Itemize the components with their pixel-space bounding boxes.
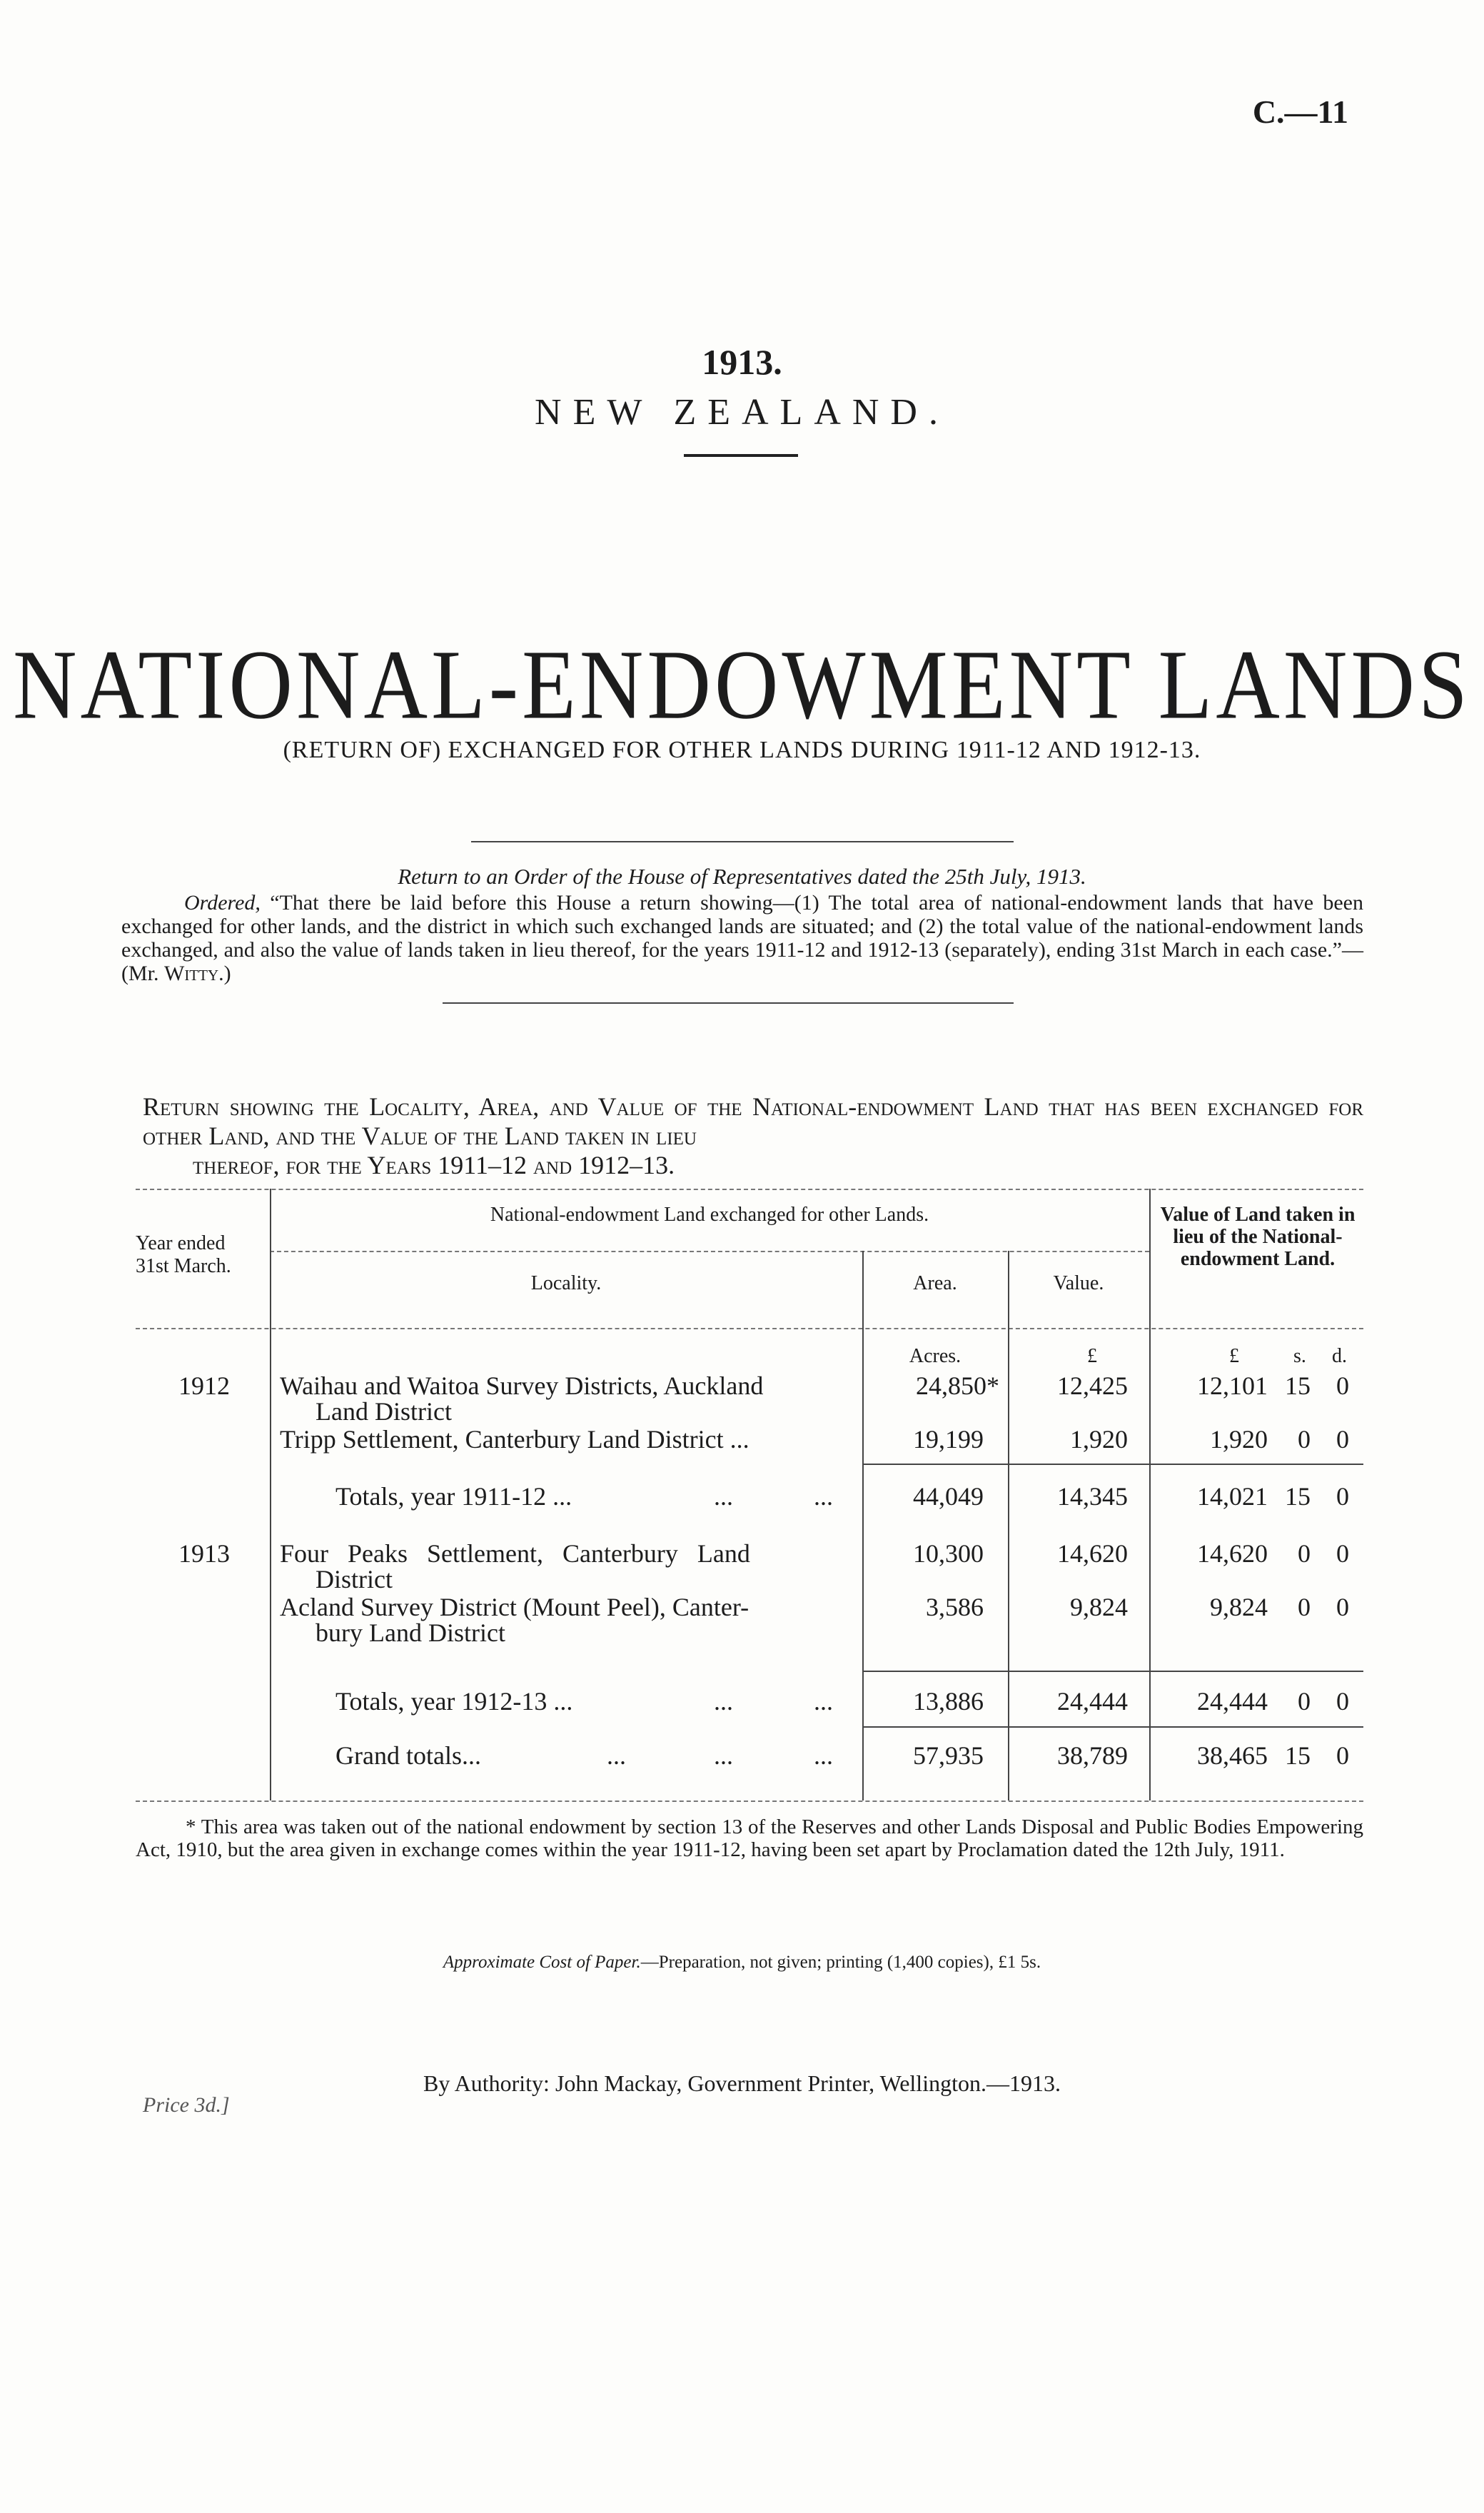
row-lieu-pounds: 38,465 [1197, 1741, 1268, 1770]
return-heading-line2: thereof, for the Years 1911–12 and 1912–13. [193, 1151, 675, 1179]
col-value-header: Value. [1053, 1272, 1104, 1294]
row-year: 1913 [178, 1539, 230, 1568]
row-lieu-pounds: 12,101 [1197, 1371, 1268, 1400]
row-value: 12,425 [1057, 1371, 1128, 1400]
row-area: 57,935 [913, 1741, 984, 1770]
col-lieu-header: Value of Land taken in lieu of the National-endowment Land. [1160, 1204, 1356, 1270]
unit-acres: Acres. [909, 1345, 961, 1367]
leader-dots: ... [814, 1687, 833, 1716]
subtotal-rule [862, 1671, 1363, 1672]
row-value: 38,789 [1057, 1741, 1128, 1770]
ordered-label: Ordered, [184, 891, 261, 915]
leader-dots: ... [714, 1687, 733, 1716]
row-lieu-pence: 0 [1336, 1539, 1349, 1568]
unit-lieu-pounds: £ [1229, 1345, 1239, 1367]
document-reference: C.—11 [1252, 94, 1348, 130]
grand-total-rule [862, 1726, 1363, 1728]
col-area-header: Area. [913, 1272, 957, 1294]
leader-dots: ... [814, 1741, 833, 1770]
publication-year: 1913. [702, 342, 782, 382]
unit-lieu-shillings: s. [1293, 1345, 1306, 1367]
row-lieu-shillings: 0 [1298, 1687, 1311, 1716]
ordered-member: Witty.) [164, 962, 231, 985]
row-locality: Acland Survey District (Mount Peel), Canter- [280, 1593, 749, 1621]
row-area: 10,300 [913, 1539, 984, 1568]
row-lieu-pence: 0 [1336, 1425, 1349, 1454]
row-value: 14,620 [1057, 1539, 1128, 1568]
row-locality: Waihau and Waitoa Survey Districts, Auckland [280, 1371, 764, 1400]
approximate-cost [0, 1953, 1484, 1973]
row-value: 1,920 [1070, 1425, 1128, 1454]
row-year: 1912 [178, 1371, 230, 1400]
row-lieu-pence: 0 [1336, 1593, 1349, 1621]
totals-label: Totals, year 1911-12 ... [335, 1482, 572, 1511]
row-value: 24,444 [1057, 1687, 1128, 1716]
row-locality: Four Peaks Settlement, Canterbury Land [280, 1539, 750, 1568]
row-value: 9,824 [1070, 1593, 1128, 1621]
row-lieu-shillings: 15 [1285, 1482, 1311, 1511]
price: Price 3d.] [143, 2093, 230, 2117]
grand-totals-label: Grand totals... [335, 1741, 481, 1770]
leader-dots: ... [714, 1482, 733, 1511]
row-locality-cont: bury Land District [316, 1618, 505, 1647]
ordered-text: “That there be laid before this House a return showing—(1) The total area of national-endowment lands that have been exchanged for other lands, and the district in which such exchanged lands are situated; and (2) the total value of the national-endowment lands exchanged, and also the value of lands taken in lieu thereof, for the years 1911-12 and 1912-13 (separately), ending 31st March in each case.”—(Mr. [121, 891, 1363, 985]
row-lieu-pounds: 14,021 [1197, 1482, 1268, 1511]
order-line: Return to an Order of the House of Representatives dated the 25th July, 1913. [398, 864, 1086, 889]
table-rule-top [136, 1189, 1363, 1190]
footnote: * This area was taken out of the national endowment by section 13 of the Reserves and other Lands Disposal and Public Bodies Empowering Act, 1910, but the area given in exchange comes within the year 1911-12, having been set apart by Proclamation dated the 12th July, 1911. [136, 1815, 1363, 1861]
row-lieu-shillings: 0 [1298, 1593, 1311, 1621]
leader-dots: ... [814, 1482, 833, 1511]
row-lieu-pence: 0 [1336, 1687, 1349, 1716]
leader-dots: ... [607, 1741, 626, 1770]
page-subtitle: (RETURN OF) EXCHANGED FOR OTHER LANDS DURING 1911-12 AND 1912-13. [283, 737, 1201, 763]
row-area: 24,850* [916, 1371, 999, 1400]
subtotal-rule [862, 1464, 1363, 1465]
group-header-rule [270, 1251, 1149, 1252]
row-lieu-pounds: 1,920 [1210, 1425, 1268, 1454]
row-area: 13,886 [913, 1687, 984, 1716]
group-header: National-endowment Land exchanged for other Lands. [490, 1204, 929, 1226]
page-title: NATIONAL-ENDOWMENT LANDS [13, 630, 1471, 740]
row-area: 3,586 [926, 1593, 984, 1621]
row-lieu-pence: 0 [1336, 1482, 1349, 1511]
row-area: 19,199 [913, 1425, 984, 1454]
row-lieu-pounds: 24,444 [1197, 1687, 1268, 1716]
row-lieu-shillings: 0 [1298, 1425, 1311, 1454]
col-divider-value [1008, 1251, 1009, 1801]
approximate-cost-text: —Preparation, not given; printing (1,400 copies), £1 5s. [640, 1953, 1041, 1972]
row-lieu-pence: 0 [1336, 1741, 1349, 1770]
row-area: 44,049 [913, 1482, 984, 1511]
row-lieu-pounds: 9,824 [1210, 1593, 1268, 1621]
approximate-cost-label: Approximate Cost of Paper. [443, 1953, 641, 1972]
col-year-header: Year ended 31st March. [136, 1232, 231, 1277]
row-lieu-shillings: 15 [1285, 1371, 1311, 1400]
row-locality: Tripp Settlement, Canterbury Land District ... [280, 1425, 749, 1454]
row-lieu-pence: 0 [1336, 1371, 1349, 1400]
table-rule-bottom [136, 1801, 1363, 1802]
unit-value-pounds: £ [1087, 1345, 1097, 1367]
row-locality-cont: Land District [316, 1397, 452, 1426]
row-locality-cont: District [316, 1565, 393, 1593]
printer-authority: By Authority: John Mackay, Government Printer, Wellington.—1913. [423, 2070, 1061, 2096]
row-value: 14,345 [1057, 1482, 1128, 1511]
totals-label: Totals, year 1912-13 ... [335, 1687, 573, 1716]
row-lieu-pounds: 14,620 [1197, 1539, 1268, 1568]
country-heading: NEW ZEALAND. [535, 392, 949, 433]
leader-dots: ... [714, 1741, 733, 1770]
row-lieu-shillings: 15 [1285, 1741, 1311, 1770]
return-heading-line1: Return showing the Locality, Area, and Value of the National-endowment Land that has been exchanged for other Land, and the Value of the Land taken in lieu [143, 1092, 1363, 1150]
col-divider-area [862, 1251, 864, 1801]
col-locality-header: Locality. [530, 1272, 602, 1294]
unit-lieu-pence: d. [1332, 1345, 1347, 1367]
row-lieu-shillings: 0 [1298, 1539, 1311, 1568]
table-rule-header-bottom [136, 1328, 1363, 1329]
